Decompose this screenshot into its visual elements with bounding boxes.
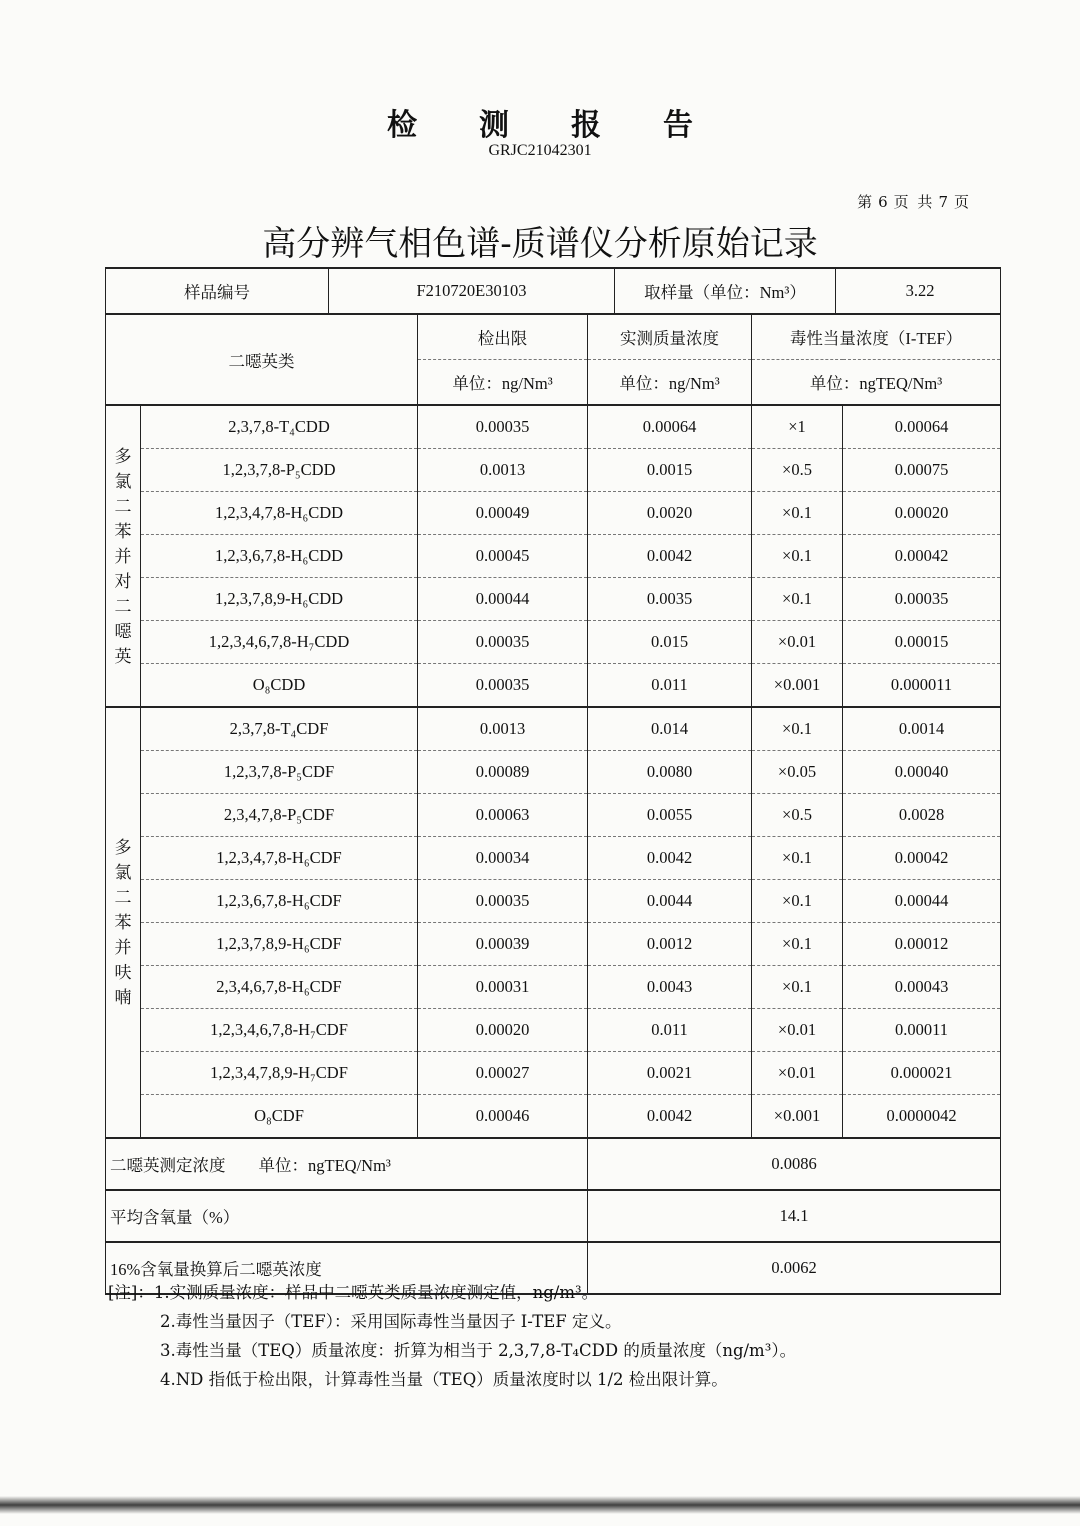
group-label-char: 苯 xyxy=(114,521,132,541)
compound-name: 1,2,3,4,6,7,8-H₇CDD xyxy=(141,621,418,664)
sample-no-value: F210720E30103 xyxy=(329,269,615,313)
sample-info-row xyxy=(106,268,1001,314)
tef-factor: ×0.1 xyxy=(752,492,843,535)
detection-limit-value: 0.00035 xyxy=(418,880,588,923)
table-row xyxy=(106,492,1001,535)
detection-limit-value: 0.00049 xyxy=(418,492,588,535)
measured-value: 0.015 xyxy=(588,621,752,664)
teq-value: 0.000021 xyxy=(843,1052,1001,1095)
detection-limit-value: 0.00034 xyxy=(418,837,588,880)
tef-factor: ×0.001 xyxy=(752,1095,843,1139)
compound-name: 1,2,3,7,8,9-H₆CDD xyxy=(141,578,418,621)
tef-factor: ×0.1 xyxy=(752,578,843,621)
measured-value: 0.0055 xyxy=(588,794,752,837)
tef-factor: ×0.1 xyxy=(752,535,843,578)
teq-value: 0.0000042 xyxy=(843,1095,1001,1139)
table-row xyxy=(106,751,1001,794)
group-label-char: 噁 xyxy=(114,621,132,641)
teq-value: 0.00075 xyxy=(843,449,1001,492)
detection-limit-value: 0.00063 xyxy=(418,794,588,837)
tef-factor: ×0.1 xyxy=(752,966,843,1009)
compound-name: 2,3,4,7,8-P₅CDF xyxy=(141,794,418,837)
detection-limit-value: 0.00020 xyxy=(418,1009,588,1052)
detection-limit-value: 0.00039 xyxy=(418,923,588,966)
group-label-char: 氯 xyxy=(114,863,132,882)
teq-header: 毒性当量浓度（I-TEF） xyxy=(752,314,1001,360)
detection-limit-value: 0.00089 xyxy=(418,751,588,794)
compound-name: 1,2,3,7,8-P₅CDF xyxy=(141,751,418,794)
summary-label: 16%含氧量换算后二噁英浓度 xyxy=(106,1242,588,1294)
compound-name: 2,3,4,6,7,8-H₆CDF xyxy=(141,966,418,1009)
detection-limit-value: 0.00044 xyxy=(418,578,588,621)
note-line: [注]：1.实测质量浓度：样品中二噁英类质量浓度测定值，ng/m³。 xyxy=(108,1283,599,1302)
detection-limit-value: 0.00031 xyxy=(418,966,588,1009)
group-label-char: 二 xyxy=(114,496,132,516)
tef-factor: ×0.05 xyxy=(752,751,843,794)
sample-info-grid xyxy=(106,269,1000,313)
page-suffix: 页 xyxy=(953,193,969,211)
table-row xyxy=(106,449,1001,492)
sample-volume-label: 取样量（单位：Nm³） xyxy=(615,269,836,313)
dioxin-data-table xyxy=(105,267,1001,1295)
compound-name: 1,2,3,4,6,7,8-H₇CDF xyxy=(141,1009,418,1052)
detection-limit-value: 0.00035 xyxy=(418,405,588,449)
teq-value: 0.00012 xyxy=(843,923,1001,966)
measured-value: 0.014 xyxy=(588,707,752,751)
summary-value: 0.0086 xyxy=(588,1138,1001,1190)
detection-limit-unit: 单位：ng/Nm³ xyxy=(418,360,588,406)
compound-name: 1,2,3,7,8,9-H₆CDF xyxy=(141,923,418,966)
scan-edge xyxy=(0,1496,1080,1514)
tef-factor: ×0.1 xyxy=(752,880,843,923)
summary-row xyxy=(106,1138,1001,1190)
table-row xyxy=(106,707,1001,751)
measured-value: 0.0044 xyxy=(588,880,752,923)
summary-value: 0.0062 xyxy=(588,1242,1001,1294)
measured-value: 0.0012 xyxy=(588,923,752,966)
detection-limit-value: 0.00035 xyxy=(418,664,588,708)
detection-limit-value: 0.00035 xyxy=(418,621,588,664)
table-row xyxy=(106,923,1001,966)
sample-volume-value: 3.22 xyxy=(905,281,935,300)
group-label-char: 英 xyxy=(114,646,132,666)
teq-value: 0.00040 xyxy=(843,751,1001,794)
compound-name: 1,2,3,4,7,8,9-H₇CDF xyxy=(141,1052,418,1095)
page-current: 6 xyxy=(878,193,888,211)
group-label xyxy=(106,405,141,707)
teq-value: 0.00011 xyxy=(843,1009,1001,1052)
compound-name: 1,2,3,4,7,8-H₆CDF xyxy=(141,837,418,880)
summary-label: 二噁英测定浓度 单位：ngTEQ/Nm³ xyxy=(106,1138,588,1190)
measured-value: 0.0043 xyxy=(588,966,752,1009)
tef-factor: ×0.1 xyxy=(752,923,843,966)
table-row xyxy=(106,1009,1001,1052)
compound-name: 1,2,3,6,7,8-H₆CDD xyxy=(141,535,418,578)
page-middle: 页 共 xyxy=(893,193,933,211)
detection-limit-value: 0.00046 xyxy=(418,1095,588,1139)
table-row xyxy=(106,1052,1001,1095)
teq-value: 0.00044 xyxy=(843,880,1001,923)
report-number: GRJC21042301 xyxy=(488,142,592,159)
notes xyxy=(108,1278,796,1394)
table-row xyxy=(106,794,1001,837)
compound-name: 1,2,3,4,7,8-H₆CDD xyxy=(141,492,418,535)
measured-value: 0.0035 xyxy=(588,578,752,621)
teq-value: 0.00015 xyxy=(843,621,1001,664)
teq-value: 0.00043 xyxy=(843,966,1001,1009)
detection-limit-value: 0.00027 xyxy=(418,1052,588,1095)
group-label-char: 多 xyxy=(114,838,132,857)
teq-value: 0.00042 xyxy=(843,837,1001,880)
group-label-char: 对 xyxy=(114,571,132,591)
group-label-char: 并 xyxy=(114,546,132,566)
teq-value: 0.000011 xyxy=(843,664,1001,708)
page-prefix: 第 xyxy=(857,193,873,211)
document-title: 高分辨气相色谱-质谱仪分析原始记录 xyxy=(262,224,818,264)
measured-value: 0.0015 xyxy=(588,449,752,492)
compound-name: 1,2,3,6,7,8-H₆CDF xyxy=(141,880,418,923)
group-label xyxy=(106,707,141,1138)
sample-info-cell xyxy=(106,268,1001,314)
report-title: 检测报告 xyxy=(387,108,755,143)
summary-value: 14.1 xyxy=(588,1190,1001,1242)
measured-value: 0.0080 xyxy=(588,751,752,794)
table-row xyxy=(106,405,1001,449)
group-label-char: 喃 xyxy=(114,988,132,1007)
compound-name: O₈CDF xyxy=(141,1095,418,1139)
detection-limit-value: 0.0013 xyxy=(418,707,588,751)
tef-factor: ×1 xyxy=(752,405,843,449)
group-label-char: 氯 xyxy=(114,471,132,491)
tef-factor: ×0.5 xyxy=(752,449,843,492)
detection-limit-header: 检出限 xyxy=(418,314,588,360)
measured-value: 0.00064 xyxy=(588,405,752,449)
teq-value: 0.0014 xyxy=(843,707,1001,751)
table-row xyxy=(106,837,1001,880)
measured-value: 0.011 xyxy=(588,1009,752,1052)
tef-factor: ×0.01 xyxy=(752,1052,843,1095)
table-row xyxy=(106,1095,1001,1139)
compound-name: 2,3,7,8-T₄CDD xyxy=(141,405,418,449)
category-header: 二噁英类 xyxy=(106,314,418,405)
teq-value: 0.00035 xyxy=(843,578,1001,621)
compound-name: 1,2,3,7,8-P₅CDD xyxy=(141,449,418,492)
group-label-char: 二 xyxy=(114,888,132,907)
tef-factor: ×0.1 xyxy=(752,707,843,751)
measured-value: 0.0021 xyxy=(588,1052,752,1095)
table-row xyxy=(106,535,1001,578)
detection-limit-value: 0.00045 xyxy=(418,535,588,578)
compound-name: 2,3,7,8-T₄CDF xyxy=(141,707,418,751)
teq-value: 0.00042 xyxy=(843,535,1001,578)
note-line: 3.毒性当量（TEQ）质量浓度：折算为相当于 2,3,7,8-T₄CDD 的质量浓度（ng/m³）。 xyxy=(160,1341,797,1360)
page-indicator xyxy=(854,191,972,212)
note-line: 2.毒性当量因子（TEF）：采用国际毒性当量因子 I-TEF 定义。 xyxy=(160,1312,622,1331)
group-label-char: 呋 xyxy=(114,963,132,982)
sample-no-label: 样品编号 xyxy=(106,269,329,313)
measured-header: 实测质量浓度 xyxy=(588,314,752,360)
group-label-char: 并 xyxy=(114,938,132,957)
teq-value: 0.00020 xyxy=(843,492,1001,535)
measured-value: 0.0042 xyxy=(588,837,752,880)
measured-value: 0.0042 xyxy=(588,1095,752,1139)
compound-name: O₈CDD xyxy=(141,664,418,708)
measured-value: 0.0042 xyxy=(588,535,752,578)
page-total: 7 xyxy=(938,193,948,211)
teq-unit: 单位：ngTEQ/Nm³ xyxy=(752,360,1001,406)
group-label-char: 二 xyxy=(114,596,132,616)
note-line: 4.ND 指低于检出限，计算毒性当量（TEQ）质量浓度时以 1/2 检出限计算。 xyxy=(160,1370,728,1389)
table-row xyxy=(106,621,1001,664)
teq-value: 0.0028 xyxy=(843,794,1001,837)
measured-value: 0.011 xyxy=(588,664,752,708)
teq-value: 0.00064 xyxy=(843,405,1001,449)
tef-factor: ×0.001 xyxy=(752,664,843,708)
measured-unit: 单位：ng/Nm³ xyxy=(588,360,752,406)
tef-factor: ×0.01 xyxy=(752,621,843,664)
measured-value: 0.0020 xyxy=(588,492,752,535)
group-label-char: 多 xyxy=(114,446,132,466)
table-row xyxy=(106,578,1001,621)
column-header-row xyxy=(106,314,1001,360)
tef-factor: ×0.1 xyxy=(752,837,843,880)
detection-limit-value: 0.0013 xyxy=(418,449,588,492)
table-row xyxy=(106,966,1001,1009)
tef-factor: ×0.01 xyxy=(752,1009,843,1052)
summary-row xyxy=(106,1190,1001,1242)
table-row xyxy=(106,880,1001,923)
tef-factor: ×0.5 xyxy=(752,794,843,837)
summary-label: 平均含氧量（%） xyxy=(106,1190,588,1242)
group-label-char: 苯 xyxy=(114,913,132,932)
table-row xyxy=(106,664,1001,708)
